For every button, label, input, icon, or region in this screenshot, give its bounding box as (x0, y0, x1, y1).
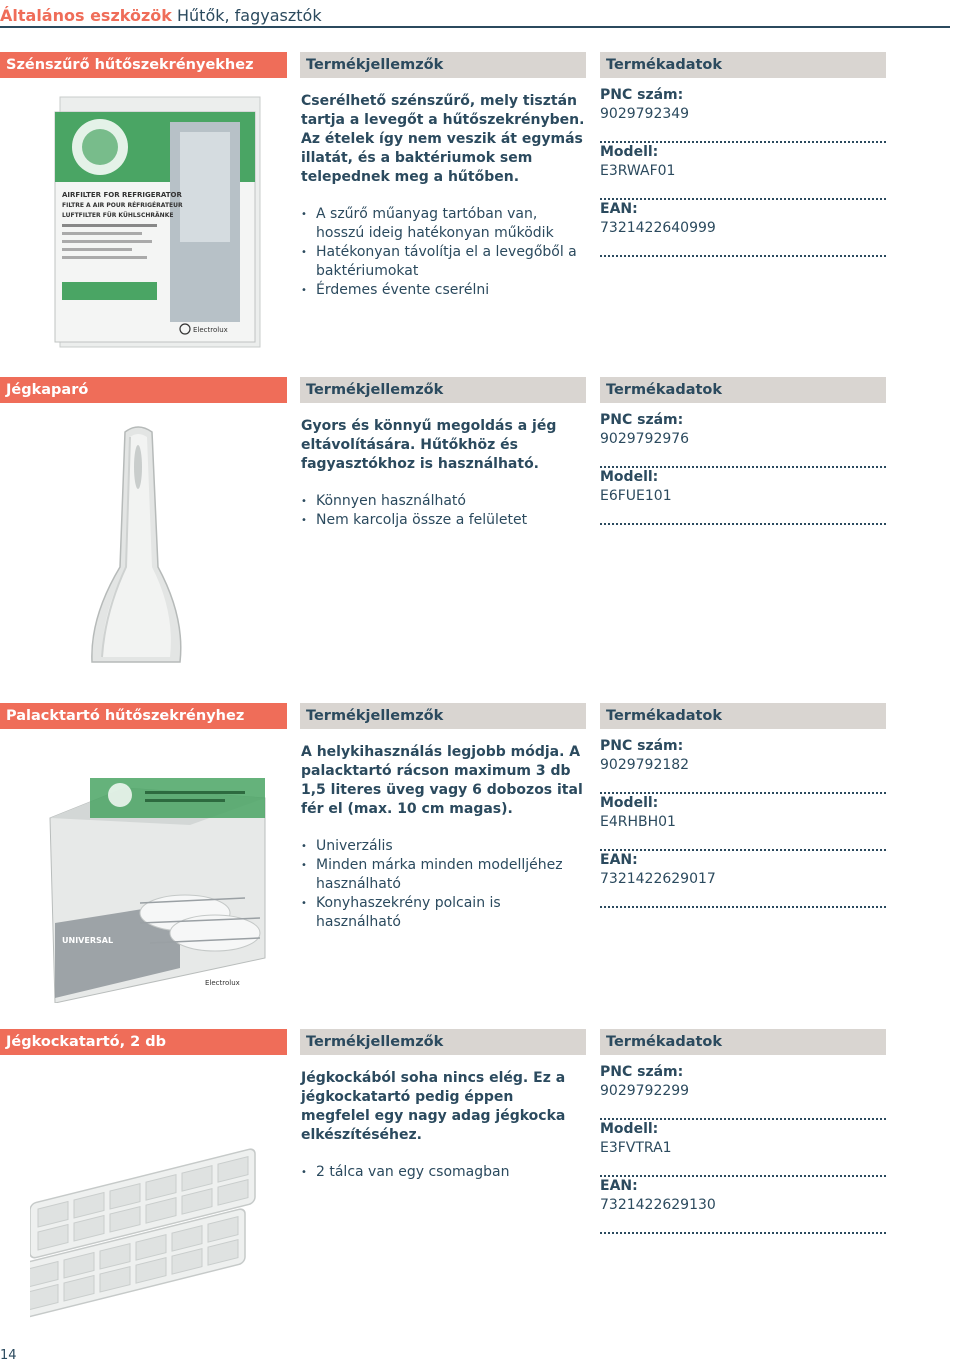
spec-label: PNC szám: (600, 738, 684, 754)
feature-item: • Hatékonyan távolítja el a levegőből a baktériumokat (301, 243, 586, 281)
spec-pnc (600, 737, 886, 794)
product-lead: Jégkockából soha nincs elég. Ez a jégkockatartó pedig éppen megfelel egy nagy adag jégkocka elkészítéséhez. (301, 1070, 566, 1143)
spec-value: E3RWAF01 (600, 163, 676, 179)
product-title: Palacktartó hűtőszekrényhez (0, 703, 287, 729)
ice-scraper-image (30, 417, 275, 677)
features-heading: Termékjellemzők (300, 52, 586, 78)
page-number: 14 (0, 1348, 17, 1363)
feature-item: • Minden márka minden modelljéhez használható (301, 856, 586, 894)
product-description (301, 417, 586, 530)
spec-label: PNC szám: (600, 412, 684, 428)
product-specs (600, 1063, 886, 1234)
spec-model (600, 143, 886, 200)
product-description (301, 743, 586, 932)
feature-item: • Nem karcolja össze a felületet (301, 511, 586, 530)
package-badge: UNIVERSAL (62, 936, 114, 945)
product-description (301, 92, 586, 300)
product-specs (600, 737, 886, 908)
spec-label: Modell: (600, 144, 659, 160)
feature-list (301, 492, 586, 530)
spec-label: PNC szám: (600, 1064, 684, 1080)
spec-label: EAN: (600, 1178, 638, 1194)
spec-label: Modell: (600, 1121, 659, 1137)
spec-model (600, 794, 886, 851)
spec-value: E6FUE101 (600, 488, 672, 504)
bottle-rack-package-image (30, 743, 275, 1003)
product-description (301, 1069, 586, 1182)
spec-value: 9029792182 (600, 757, 690, 773)
features-heading: Termékjellemzők (300, 1029, 586, 1055)
spec-value: 7321422640999 (600, 220, 716, 236)
product-section-bottle-rack (0, 703, 960, 1023)
subcategory-title: Hűtők, fagyasztók (177, 6, 322, 25)
product-title: Jégkaparó (0, 377, 287, 403)
feature-list (301, 1163, 586, 1182)
spec-model (600, 468, 886, 525)
spec-label: PNC szám: (600, 87, 684, 103)
package-brand: Electrolux (193, 326, 228, 334)
product-section-ice-scraper (0, 377, 960, 697)
spec-label: Modell: (600, 795, 659, 811)
feature-item: • Konyhaszekrény polcain is használható (301, 894, 586, 932)
spec-value: 7321422629130 (600, 1197, 716, 1213)
air-filter-package-image (30, 92, 275, 352)
features-heading: Termékjellemzők (300, 377, 586, 403)
spec-pnc (600, 86, 886, 143)
package-line-3: LUFTFILTER FÜR KÜHLSCHRÄNKE (62, 212, 174, 219)
data-heading: Termékadatok (600, 1029, 886, 1055)
spec-value: 7321422629017 (600, 871, 716, 887)
spec-model (600, 1120, 886, 1177)
data-heading: Termékadatok (600, 52, 886, 78)
feature-item: • Érdemes évente cserélni (301, 281, 586, 300)
spec-ean (600, 200, 886, 257)
spec-value: 9029792299 (600, 1083, 690, 1099)
spec-value: E4RHBH01 (600, 814, 676, 830)
spec-label: EAN: (600, 201, 638, 217)
product-specs (600, 411, 886, 525)
package-line-1: AIRFILTER FOR REFRIGERATOR (62, 191, 182, 199)
page-header (0, 6, 950, 28)
ice-tray-image (30, 1069, 275, 1329)
spec-label: Modell: (600, 469, 659, 485)
category-title: Általános eszközök (0, 6, 172, 25)
spec-value: 9029792349 (600, 106, 690, 122)
data-heading: Termékadatok (600, 377, 886, 403)
spec-pnc (600, 1063, 886, 1120)
product-specs (600, 86, 886, 257)
product-lead: A helykihasználás legjobb módja. A palacktartó rácson maximum 3 db 1,5 literes üveg vagy 6 dobozos ital fér el (max. 10 cm magas). (301, 744, 583, 817)
spec-ean (600, 851, 886, 908)
package-brand: Electrolux (205, 979, 240, 987)
package-line-2: FILTRE A AIR POUR RÉFRIGÉRATEUR (62, 202, 183, 209)
feature-item: • Könnyen használható (301, 492, 586, 511)
feature-list (301, 205, 586, 300)
product-lead: Gyors és könnyű megoldás a jég eltávolítására. Hűtőkhöz és fagyasztókhoz is használható. (301, 418, 557, 472)
spec-ean (600, 1177, 886, 1234)
feature-item: • A szűrő műanyag tartóban van, hosszú ideig hatékonyan működik (301, 205, 586, 243)
feature-list (301, 837, 586, 932)
spec-label: EAN: (600, 852, 638, 868)
product-section-ice-tray (0, 1029, 960, 1349)
product-section-air-filter (0, 52, 960, 372)
feature-item: • 2 tálca van egy csomagban (301, 1163, 586, 1182)
spec-pnc (600, 411, 886, 468)
features-heading: Termékjellemzők (300, 703, 586, 729)
product-title: Szénszűrő hűtőszekrényekhez (0, 52, 287, 78)
product-lead: Cserélhető szénszűrő, mely tisztán tartja a levegőt a hűtőszekrényben. Az ételek így nem veszik át egymás illatát, és a baktériumok sem telepednek meg a hűtőben. (301, 93, 585, 185)
spec-value: E3FVTRA1 (600, 1140, 672, 1156)
product-title: Jégkockatartó, 2 db (0, 1029, 287, 1055)
data-heading: Termékadatok (600, 703, 886, 729)
feature-item: • Univerzális (301, 837, 586, 856)
spec-value: 9029792976 (600, 431, 690, 447)
